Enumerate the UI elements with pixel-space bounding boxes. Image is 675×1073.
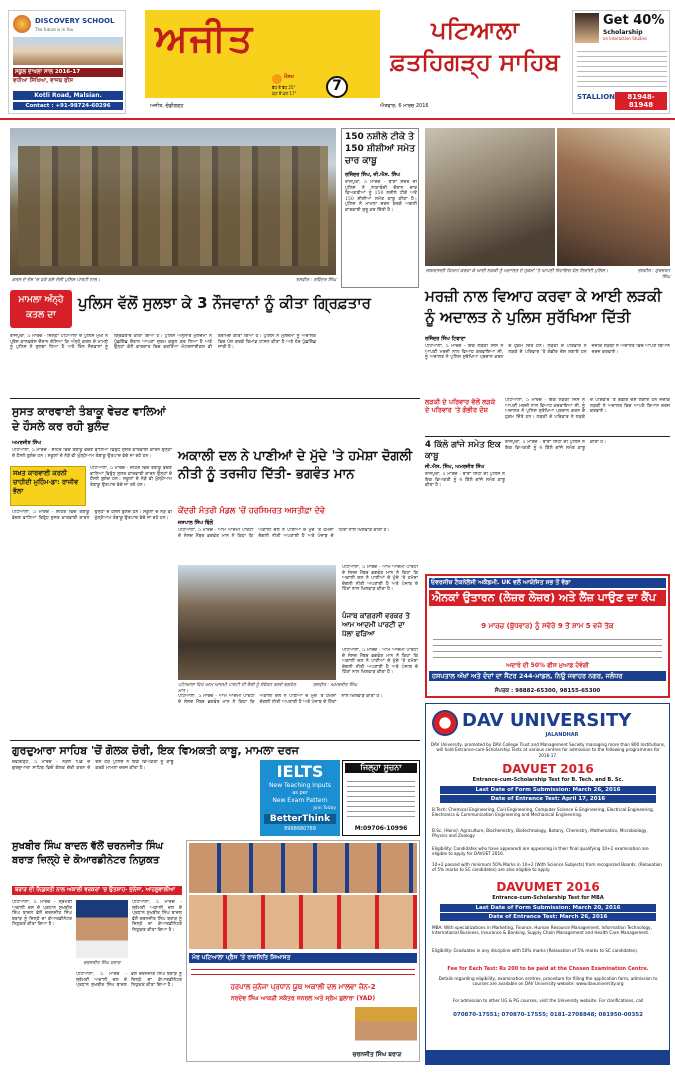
page-number: 7 xyxy=(332,78,342,94)
story4-body: ਪਟਿਆਲਾ, 5 ਮਾਰਚ - ਸ਼ਹਿਰ ਵਿਚ ਤੰਬਾਕੂ ਵੇਚਣ ਵਾਲਿਆਂ ਵਿਰੁੱਧ ਸੁਸਤ ਕਾਰਵਾਈ ਕਾਰਨ ਉਨ੍ਹਾਂ ਦੇ ਹੌਸਲੇ ਬੁਲੰਦ ਹਨ। ਸਕੂਲਾਂ ਦੇ ਨੇੜੇ ਵੀ ਖੁੱਲ੍ਹੇਆਮ ਤੰਬਾਕੂ ਉਤਪਾਦ ਵੇਚੇ ਜਾ ਰਹੇ ਹਨ। xyxy=(12,448,172,459)
dav-contact: For admission to other UG & PG courses, visit the University website. For clarifications, call xyxy=(452,998,644,1003)
story5-caption-credit: ਤਸਵੀਰ : ਅਮਰਜੀਤ ਸਿੰਘ xyxy=(312,683,357,688)
story5-photo xyxy=(178,565,336,680)
davumet-mba: MBA: With specializations in Marketing, Finance, Human Resource Management, Information Technology, International Business, Insurance & Banking, Supply Chain Management and Health Care Management. xyxy=(432,925,652,936)
story8-body-side: ਪਟਿਆਲਾ, 5 ਮਾਰਚ - ਸ਼੍ਰੋਮਣੀ ਅਕਾਲੀ ਦਲ ਦੇ ਪ੍ਰਧਾਨ ਸੁਖਬੀਰ ਸਿੰਘ ਬਾਦਲ ਵੱਲੋਂ ਚਰਨਜੀਤ ਸਿੰਘ ਬਰਾੜ ਨੂੰ ਜ਼ਿਲ੍ਹੇ ਦਾ ਕੋਆਰਡੀਨੇਟਰ ਨਿਯੁਕਤ ਕੀਤਾ ਗਿਆ ਹੈ। xyxy=(132,900,182,933)
story6-byline: ਜੀ.ਐਸ. ਸਿੰਘ, ਅਮਰਜੀਤ ਸਿੰਘ xyxy=(425,464,485,470)
story1-body: ਰਾਜਪੁਰਾ, 5 ਮਾਰਚ - ਜ਼ਿਲ੍ਹਾ ਪਟਿਆਲਾ ਦੇ ਪੁਲਿਸ ਮੁਖੀ ਨੇ ਪ੍ਰੈਸ ਕਾਨਫ਼ਰੰਸ ਦੌਰਾਨ ਦੱਸਿਆ ਕਿ ਅੰਨ੍ਹੇ ਕਤਲ ਦੇ ਮਾਮਲੇ ਨੂੰ ਪੁਲਿਸ ਨੇ ਸੁਲਝਾ ਲਿਆ ਹੈ ਅਤੇ ਤਿੰਨ ਨੌਜਵਾਨਾਂ ਨੂੰ ਗ੍ਰਿਫ਼ਤਾਰ ਕੀਤਾ ਗਿਆ ਹੈ। ਪੁਲਿਸ ਅਨੁਸਾਰ ਮੁਲਜ਼ਮਾਂ ਨੇ ਪੁੱਛਗਿੱਛ ਦੌਰਾਨ ਆਪਣਾ ਜੁਰਮ ਕਬੂਲ ਕਰ ਲਿਆ ਹੈ ਅਤੇ ਉਨ੍ਹਾਂ ਕੋਲੋਂ ਵਾਰਦਾਤ ਵਿਚ ਵਰਤਿਆ ਮੋਟਰਸਾਈਕਲ ਵੀ ਬਰਾਮਦ ਕੀਤਾ ਗਿਆ ਹੈ। ਪੁਲਿਸ ਨੇ ਮੁਲਜ਼ਮਾਂ ਨੂੰ ਅਦਾਲਤ ਵਿਚ ਪੇਸ਼ ਕਰਕੇ ਰਿਮਾਂਡ ਹਾਸਲ ਕੀਤਾ ਹੈ ਅਤੇ ਹੋਰ ਪੁੱਛਗਿੱਛ ਜਾਰੀ ਹੈ। xyxy=(10,334,316,351)
story1-photo xyxy=(10,128,336,275)
ad-right-phone: 81948-81948 xyxy=(615,92,667,110)
story3-photo-right xyxy=(557,128,670,266)
paper-name: ਅਜੀਤ xyxy=(155,16,255,60)
story3-byline: ਰਜਿੰਦਰ ਸਿੰਘ ਟਿਵਾਣਾ xyxy=(425,336,466,342)
police-officers-image xyxy=(18,146,328,266)
notice-text-lines xyxy=(347,777,415,821)
ad-right-offer-sub: Scholarship xyxy=(603,29,643,36)
story1-caption: ਕਤਲ ਦੇ ਦੋਸ਼ 'ਚ ਫੜੇ ਗਏ ਦੋਸ਼ੀ ਪੁਲਿਸ ਪਾਰਟੀ ਨਾਲ। xyxy=(12,278,101,283)
ad-left-brand: DISCOVERY SCHOOL xyxy=(35,17,115,25)
eye-camp-line1: ਓਵਰਸੀਜ਼ ਟੈਕਨੋਲੋਜੀ ਅਕੈਡਮੀ. UK ਵਲੋਂ ਆਯੋਜਿਤ ਸਭ ਤੋਂ ਵੱਡਾ xyxy=(429,578,666,588)
ad-right-offer-sub2: on Interaction Studies xyxy=(603,36,648,41)
divider xyxy=(10,740,420,741)
story3-photo-left xyxy=(425,128,555,266)
story3-caption: ਜ਼ਬਰਦਸਤੀ ਵਿਆਹ ਕਰਵਾ ਕੇ ਆਈ ਲੜਕੀ ਨੂੰ ਅਦਾਲਤ ਦੇ ਹੁਕਮਾਂ 'ਤੇ ਆਪਣੀ ਰਿਹਾਇਸ਼ ਵੱਲ ਲਿਜਾਂਦੀ ਪੁਲਿਸ। xyxy=(426,269,609,274)
dav-logo-icon xyxy=(432,710,458,736)
dav-city: JALANDHAR xyxy=(545,732,579,738)
story3-body-cont: ਪਟਿਆਲਾ, 5 ਮਾਰਚ - ਇਕ ਲੜਕੀ ਜਿਸ ਨੇ ਆਪਣੀ ਮਰਜ਼ੀ ਨਾਲ ਵਿਆਹ ਕਰਵਾਇਆ ਸੀ, ਨੂੰ ਅਦਾਲਤ ਨੇ ਪੁਲਿਸ ਸੁਰੱਖਿਆ ਪ੍ਰਦਾਨ ਕਰਨ ਦੇ ਹੁਕਮ ਦਿੱਤੇ ਹਨ। ਲੜਕੀ ਦੇ ਪਰਿਵਾਰ ਨੇ ਲੜਕੇ ਦੇ ਪਰਿਵਾਰ 'ਤੇ ਗੰਭੀਰ ਦੋਸ਼ ਲਗਾਏ ਹਨ ਜਦਕਿ ਲੜਕੀ ਨੇ ਅਦਾਲਤ ਵਿਚ ਆਪਣੇ ਬਿਆਨ ਦਰਜ ਕਰਵਾਏ। xyxy=(505,398,670,420)
greeting-strap: ਮੋਰ ਪਟਿਆਲਾ ਪ੍ਰੈਸ 'ਤੇ ਰਾਜਨਿਤਿ ਸਿਆਸਤ xyxy=(189,953,417,963)
eye-camp-line5: ਹਸਪਤਾਲ ਅੱਖਾਂ ਅਤੇ ਦੰਦਾਂ ਦਾ ਸੈਂਟਰ 244-ਮਾਡਲ, ਨਿਊ ਜਵਾਹਰ ਨਗਰ, ਜਲੰਧਰ xyxy=(429,671,666,681)
greeting-line2: ਨਰਦੇਵ ਸਿੰਘ ਆਕੜੀ ਸਕੱਤਰ ਜਨਰਲ ਅਤੇ ਸ੍ਰੋਮ ਬੁਲਾਰਾ (YAD) xyxy=(230,995,376,1002)
greeting-portraits-row2 xyxy=(189,895,417,949)
davumet-date2: Date of Entrance Test: March 26, 2016 xyxy=(440,913,656,921)
story8-headline: ਸੁਖਬੀਰ ਸਿੰਘ ਬਾਦਲ ਵੱਲੋਂ ਚਰਨਜੀਤ ਸਿੰਘ ਬਰਾੜ ਜ਼ਿਲ੍ਹੇ ਦੇ ਕੋਆਰਡੀਨੇਟਰ ਨਿਯੁਕਤ xyxy=(12,841,164,866)
story5-body-bottom: ਪਟਿਆਲਾ, 5 ਮਾਰਚ - ਆਮ ਆਦਮੀ ਪਾਰਟੀ ਦੇ ਸੰਸਦ ਮੈਂਬਰ ਭਗਵੰਤ ਮਾਨ ਨੇ ਕਿਹਾ ਕਿ ਅਕਾਲੀ ਦਲ ਨੇ ਪਾਣੀਆਂ ਦੇ ਮੁੱਦੇ 'ਤੇ ਹਮੇਸ਼ਾ ਦੋਗਲੀ ਨੀਤੀ ਅਪਣਾਈ ਹੈ ਅਤੇ ਪੰਜਾਬ ਦੇ ਹਿੱਤਾਂ ਨਾਲ ਖਿਲਵਾੜ ਕੀਤਾ ਹੈ। xyxy=(178,694,383,705)
eye-camp-line4: ਅਦਾਰੇ ਦੀ 50% ਫੀਸ ਮੁਆਫ਼ ਹੋਵੇਗੀ xyxy=(506,662,589,669)
story4-headline: ਸੁਸਤ ਕਾਰਵਾਈ ਤੰਬਾਕੂ ਵੇਚਣ ਵਾਲਿਆਂ ਦੇ ਹੌਸਲੇ ਕਰ ਰਹੀ ਬੁਲੰਦ xyxy=(12,405,166,433)
weather-min: ਘੱਟ ਤੋਂ ਘੱਟ 17° xyxy=(272,91,297,96)
eye-camp-text-lines xyxy=(433,634,662,660)
story8-portrait xyxy=(76,900,128,958)
story6-body: ਰਾਜਪੁਰਾ, 5 ਮਾਰਚ - ਥਾਣਾ ਸਿਟੀ ਦੀ ਪੁਲਿਸ ਨੇ ਇਕ ਵਿਅਕਤੀ ਨੂੰ 4 ਕਿੱਲੋ ਗਾਂਜੇ ਸਮੇਤ ਕਾਬੂ ਕੀਤਾ ਹੈ। xyxy=(425,472,505,489)
story5-byline: ਜਸਪਾਲ ਸਿੰਘ ਢਿੱਲੋਂ xyxy=(178,520,214,526)
ad-dav-university[interactable] xyxy=(425,703,670,1065)
story2-body: ਰਾਜਪੁਰਾ, 5 ਮਾਰਚ - ਥਾਣਾ ਸਦਰ ਦੀ ਪੁਲਿਸ ਨੇ ਨਾਕਾਬੰਦੀ ਦੌਰਾਨ ਚਾਰ ਵਿਅਕਤੀਆਂ ਨੂੰ 150 ਨਸ਼ੀਲੇ ਟੀਕੇ ਅਤੇ 150 ਸ਼ੀਸ਼ੀਆਂ ਸਮੇਤ ਕਾਬੂ ਕੀਤਾ ਹੈ। ਪੁਲਿਸ ਨੇ ਮਾਮਲਾ ਦਰਜ ਕਰਕੇ ਅਗਲੀ ਕਾਰਵਾਈ ਸ਼ੁਰੂ ਕਰ ਦਿੱਤੀ ਹੈ। xyxy=(345,180,417,213)
date-line: ਐਤਵਾਰ, 6 ਮਾਰਚ 2016 xyxy=(380,103,429,109)
school-logo-icon xyxy=(13,15,31,33)
davuet-title: DAVUET 2016 xyxy=(502,762,594,776)
davumet-title: DAVUMET 2016 xyxy=(496,880,600,894)
davuet-bsc: B.Sc. (Hons): Agriculture, Biochemistry, Biotechnology, Botany, Chemistry, Mathematics, Microbiology, Physics and Zoology xyxy=(432,828,648,839)
ielts-line3: New Exam Pattern xyxy=(272,797,328,804)
weather-box xyxy=(270,72,320,98)
story3-headline: ਮਰਜ਼ੀ ਨਾਲ ਵਿਆਹ ਕਰਵਾ ਕੇ ਆਈ ਲੜਕੀ ਨੂੰ ਅਦਾਲਤ ਨੇ ਪੁਲਿਸ ਸੁਰੱਖਿਆ ਦਿੱਤੀ xyxy=(425,287,662,326)
story8-caption: ਚਰਨਜੀਤ ਸਿੰਘ ਬਰਾੜ xyxy=(83,961,121,966)
ad-right-brand: STALLION xyxy=(577,93,616,101)
ad-left-admission: ਸਕੂਲ ਦਾਖਲਾ ਸਾਲ 2016-17 xyxy=(13,68,123,77)
story6-body-cont: ਰਾਜਪੁਰਾ, 5 ਮਾਰਚ - ਥਾਣਾ ਸਿਟੀ ਦੀ ਪੁਲਿਸ ਨੇ ਇਕ ਵਿਅਕਤੀ ਨੂੰ 4 ਕਿੱਲੋ ਗਾਂਜੇ ਸਮੇਤ ਕਾਬੂ ਕੀਤਾ ਹੈ। xyxy=(505,440,607,451)
ielts-brand: BetterThink xyxy=(264,814,336,824)
davumet-sub: Entrance-cum-Scholarship Test for MBA xyxy=(492,895,604,901)
davuet-btech: B.Tech: Chemical Engineering, Civil Engineering, Computer Science & Engineering, Electrical Engineering, Electronics & Communication Engineering and Mechanical Engineering. xyxy=(432,807,655,818)
ad-eye-camp[interactable] xyxy=(425,574,670,698)
sun-icon xyxy=(272,74,282,84)
davuet-date2: Date of Entrance Test: April 17, 2016 xyxy=(440,795,656,803)
story1-headline: ਪੁਲਿਸ ਵੱਲੋਂ ਸੁਲਝਾ ਕੇ 3 ਨੌਜਵਾਨਾਂ ਨੂੰ ਕੀਤਾ ਗ੍ਰਿਫ਼ਤਾਰ xyxy=(78,294,371,312)
weather-max: ਵੱਧ ਤੋਂ ਵੱਧ 25° xyxy=(272,85,296,90)
ad-left-sub: ਵਧੀਆ ਸਿੱਖਿਆ, ਵਾਜਬ ਫੀਸ xyxy=(13,78,74,84)
weather-label: ਮੌਸਮ xyxy=(284,74,294,80)
greeting-main-portrait xyxy=(355,1007,417,1049)
ad-right-text-lines xyxy=(577,47,667,87)
davuet-elig2: 10+2 passed with minimum 50% Marks in 10+2 (With Science Subjects) from recognized Boards. (Relaxation of 5% marks to SC candidates) are also eligible to apply. xyxy=(432,862,662,873)
divider xyxy=(425,436,670,437)
greeting-line1: ਹਰਪਾਲ ਜੁਨੇਜਾ ਪ੍ਰਧਾਨ ਯੂਥ ਅਕਾਲੀ ਦਲ ਮਾਲਵਾ ਜ਼ੋਨ-2 xyxy=(230,983,376,991)
dav-fee: Fee for Each Test: Rs 200 to be paid at the Chosen Examination Centre. xyxy=(447,966,649,972)
place-line: ਅਜੀਤ, ਚੰਡੀਗੜ੍ਹ xyxy=(150,103,184,109)
story5-headline: ਅਕਾਲੀ ਦਲ ਨੇ ਪਾਣੀਆਂ ਦੇ ਮੁੱਦੇ 'ਤੇ ਹਮੇਸ਼ਾ ਦੋਗਲੀ ਨੀਤੀ ਨੂੰ ਤਰਜੀਹ ਦਿੱਤੀ- ਭਗਵੰਤ ਮਾਨ xyxy=(178,449,413,482)
story5-body: ਪਟਿਆਲਾ, 5 ਮਾਰਚ - ਆਮ ਆਦਮੀ ਪਾਰਟੀ ਦੇ ਸੰਸਦ ਮੈਂਬਰ ਭਗਵੰਤ ਮਾਨ ਨੇ ਕਿਹਾ ਕਿ ਅਕਾਲੀ ਦਲ ਨੇ ਪਾਣੀਆਂ ਦੇ ਮੁੱਦੇ 'ਤੇ ਹਮੇਸ਼ਾ ਦੋਗਲੀ ਨੀਤੀ ਅਪਣਾਈ ਹੈ ਅਤੇ ਪੰਜਾਬ ਦੇ ਹਿੱਤਾਂ ਨਾਲ ਖਿਲਵਾੜ ਕੀਤਾ ਹੈ। xyxy=(178,528,390,539)
ad-left-address: Kotli Road, Malsian. xyxy=(13,91,123,100)
masthead-ad-left[interactable] xyxy=(8,10,126,114)
davuet-elig1: Eligibility: Candidates who have appeared/ are appearing in their final qualifying 10+2 examination are eligible to apply for DAVUET 2016. xyxy=(432,846,649,857)
ielts-join: Join Today xyxy=(313,806,336,811)
dav-details: Details regarding eligibility, examination centres, procedure for filling the application form, admission to courses are available on DAV University website: www.davuniversity.org xyxy=(438,976,658,987)
ielts-line1: New Teaching Inputs xyxy=(269,782,331,789)
davumet-elig: Eligibility: Graduates in any discipline with 50% marks (Relaxation of 5% marks to SC candidates). xyxy=(432,948,639,953)
notice-title: ਜਿਲ੍ਹਾ ਸੂਚਨਾ xyxy=(345,763,417,773)
edition-title: ਪਟਿਆਲਾ ਫ਼ਤਹਿਗੜ੍ਹ ਸਾਹਿਬ xyxy=(390,16,560,76)
ad-ielts[interactable] xyxy=(260,760,340,836)
story8-body: ਪਟਿਆਲਾ, 5 ਮਾਰਚ - ਸ਼੍ਰੋਮਣੀ ਅਕਾਲੀ ਦਲ ਦੇ ਪ੍ਰਧਾਨ ਸੁਖਬੀਰ ਸਿੰਘ ਬਾਦਲ ਵੱਲੋਂ ਚਰਨਜੀਤ ਸਿੰਘ ਬਰਾੜ ਨੂੰ ਜ਼ਿਲ੍ਹੇ ਦਾ ਕੋਆਰਡੀਨੇਟਰ ਨਿਯੁਕਤ ਕੀਤਾ ਗਿਆ ਹੈ। xyxy=(12,900,72,928)
eye-camp-line2: ਐਨਕਾਂ ਉਤਾਰਨ (ਲੇਜ਼ਰ ਲੇਜ਼ਰ) ਅਤੇ ਲੈਂਜ਼ ਪਾਉਣ ਦਾ ਕੈਂਪ xyxy=(429,590,666,606)
story5-caption: ਪਟਿਆਲਾ ਵਿਖੇ ਆਮ ਆਦਮੀ ਪਾਰਟੀ ਦੀ ਰੈਲੀ ਨੂੰ ਸੰਬੋਧਨ ਕਰਦੇ ਭਗਵੰਤ ਮਾਨ। xyxy=(178,683,296,694)
ad-right-person-image xyxy=(575,13,599,43)
masthead xyxy=(0,0,675,120)
ad-left-tagline: The future is in You xyxy=(35,27,74,32)
dav-phones: 070870-17551; 070870-17555; 0181-2708848; 081950-00352 xyxy=(453,1012,643,1018)
greeting-portraits-row1 xyxy=(189,843,417,893)
ielts-phone: 8968680789 xyxy=(284,826,316,832)
story2-byline: ਰਜਿੰਦਰ ਸਿੰਘ, ਜੀ.ਐਸ. ਸਿੰਘ xyxy=(345,172,401,178)
story4-body-cont: ਪਟਿਆਲਾ, 5 ਮਾਰਚ - ਸ਼ਹਿਰ ਵਿਚ ਤੰਬਾਕੂ ਵੇਚਣ ਵਾਲਿਆਂ ਵਿਰੁੱਧ ਸੁਸਤ ਕਾਰਵਾਈ ਕਾਰਨ ਉਨ੍ਹਾਂ ਦੇ ਹੌਸਲੇ ਬੁਲੰਦ ਹਨ। ਸਕੂਲਾਂ ਦੇ ਨੇੜੇ ਵੀ ਖੁੱਲ੍ਹੇਆਮ ਤੰਬਾਕੂ ਉਤਪਾਦ ਵੇਚੇ ਜਾ ਰਹੇ ਹਨ। xyxy=(90,466,172,488)
story1-kicker: ਮਾਮਲਾ ਅੰਨ੍ਹੇ ਕਤਲ ਦਾ xyxy=(18,295,64,320)
story6-headline: 4 ਕਿੱਲੋ ਗਾਂਜੇ ਸਮੇਤ ਇਕ ਕਾਬੂ xyxy=(425,440,501,461)
ielts-title: IELTS xyxy=(276,762,324,781)
ad-notice[interactable] xyxy=(342,760,420,836)
story2-headline: 150 ਨਸ਼ੀਲੇ ਟੀਕੇ ਤੇ 150 ਸ਼ੀਸ਼ੀਆਂ ਸਮੇਤ ਚਾਰ ਕਾਬੂ xyxy=(345,132,415,166)
ielts-line2: as per xyxy=(292,790,308,796)
eye-camp-phone: ਸੰਪਰਕ : 98882-65300, 98155-65300 xyxy=(494,688,601,694)
story5-body-side: ਪਟਿਆਲਾ, 5 ਮਾਰਚ - ਆਮ ਆਦਮੀ ਪਾਰਟੀ ਦੇ ਸੰਸਦ ਮੈਂਬਰ ਭਗਵੰਤ ਮਾਨ ਨੇ ਕਿਹਾ ਕਿ ਅਕਾਲੀ ਦਲ ਨੇ ਪਾਣੀਆਂ ਦੇ ਮੁੱਦੇ 'ਤੇ ਹਮੇਸ਼ਾ ਦੋਗਲੀ ਨੀਤੀ ਅਪਣਾਈ ਹੈ ਅਤੇ ਪੰਜਾਬ ਦੇ ਹਿੱਤਾਂ ਨਾਲ ਖਿਲਵਾੜ ਕੀਤਾ ਹੈ। xyxy=(342,565,418,593)
greeting-text-lines xyxy=(191,965,415,979)
greeting-sign: ਚਰਨਜੀਤ ਸਿੰਘ ਬਰਾੜ xyxy=(352,1051,402,1058)
story5-subhead: ਕੇਂਦਰੀ ਮੰਤਰੀ ਮੰਡਲ 'ਚੋਂ ਹਰਸਿਮਰਤ ਅਸਤੀਫ਼ਾ ਦੇਵੇ xyxy=(178,506,325,515)
masthead-ad-right[interactable] xyxy=(572,10,670,114)
story4-pullquote: ਸਖ਼ਤ ਕਾਰਵਾਈ ਕਰਨੀ ਚਾਹੀਦੀ ਮੁਹਿੰਮ-ਡਾ: ਰਾਜੀਵ ਭੱਲਾ xyxy=(13,469,79,495)
story1-caption-credit: ਤਸਵੀਰ : ਰਵਿੰਦਰ ਸਿੰਘ xyxy=(295,278,336,283)
school-building-image xyxy=(13,37,123,65)
story3-caption-credit: ਤਸਵੀਰ : ਗੁਰਚਰਨ ਸਿੰਘ xyxy=(637,269,670,280)
story5-body-side2: ਪਟਿਆਲਾ, 5 ਮਾਰਚ - ਆਮ ਆਦਮੀ ਪਾਰਟੀ ਦੇ ਸੰਸਦ ਮੈਂਬਰ ਭਗਵੰਤ ਮਾਨ ਨੇ ਕਿਹਾ ਕਿ ਅਕਾਲੀ ਦਲ ਨੇ ਪਾਣੀਆਂ ਦੇ ਮੁੱਦੇ 'ਤੇ ਹਮੇਸ਼ਾ ਦੋਗਲੀ ਨੀਤੀ ਅਪਣਾਈ ਹੈ ਅਤੇ ਪੰਜਾਬ ਦੇ ਹਿੱਤਾਂ ਨਾਲ ਖਿਲਵਾੜ ਕੀਤਾ ਹੈ। xyxy=(342,648,418,676)
story3-body: ਪਟਿਆਲਾ, 5 ਮਾਰਚ - ਇਕ ਲੜਕੀ ਜਿਸ ਨੇ ਆਪਣੀ ਮਰਜ਼ੀ ਨਾਲ ਵਿਆਹ ਕਰਵਾਇਆ ਸੀ, ਨੂੰ ਅਦਾਲਤ ਨੇ ਪੁਲਿਸ ਸੁਰੱਖਿਆ ਪ੍ਰਦਾਨ ਕਰਨ ਦੇ ਹੁਕਮ ਦਿੱਤੇ ਹਨ। ਲੜਕੀ ਦੇ ਪਰਿਵਾਰ ਨੇ ਲੜਕੇ ਦੇ ਪਰਿਵਾਰ 'ਤੇ ਗੰਭੀਰ ਦੋਸ਼ ਲਗਾਏ ਹਨ ਜਦਕਿ ਲੜਕੀ ਨੇ ਅਦਾਲਤ ਵਿਚ ਆਪਣੇ ਬਿਆਨ ਦਰਜ ਕਰਵਾਏ। xyxy=(425,344,670,361)
dav-name: DAV UNIVERSITY xyxy=(462,710,632,731)
divider xyxy=(10,398,420,399)
ad-left-contact: Contact : +91-98724-60296 xyxy=(13,102,123,110)
story4-body-lower: ਪਟਿਆਲਾ, 5 ਮਾਰਚ - ਸ਼ਹਿਰ ਵਿਚ ਤੰਬਾਕੂ ਵੇਚਣ ਵਾਲਿਆਂ ਵਿਰੁੱਧ ਸੁਸਤ ਕਾਰਵਾਈ ਕਾਰਨ ਉਨ੍ਹਾਂ ਦੇ ਹੌਸਲੇ ਬੁਲੰਦ ਹਨ। ਸਕੂਲਾਂ ਦੇ ਨੇੜੇ ਵੀ ਖੁੱਲ੍ਹੇਆਮ ਤੰਬਾਕੂ ਉਤਪਾਦ ਵੇਚੇ ਜਾ ਰਹੇ ਹਨ। xyxy=(12,510,172,521)
davuet-sub: Entrance-cum-Scholarship Test for B. Tech. and B. Sc. xyxy=(472,777,624,783)
story4-byline: ਅਮਰਜੀਤ ਸਿੰਘ xyxy=(12,440,42,446)
story7-headline: ਗੁਰਦੁਆਰਾ ਸਾਹਿਬ 'ਚੋਂ ਗੋਲਕ ਚੋਰੀ, ਇਕ ਵਿਅਕਤੀ ਕਾਬੂ, ਮਾਮਲਾ ਦਰਜ xyxy=(12,744,299,757)
story8-body-cont: ਪਟਿਆਲਾ, 5 ਮਾਰਚ - ਸ਼੍ਰੋਮਣੀ ਅਕਾਲੀ ਦਲ ਦੇ ਪ੍ਰਧਾਨ ਸੁਖਬੀਰ ਸਿੰਘ ਬਾਦਲ ਵੱਲੋਂ ਚਰਨਜੀਤ ਸਿੰਘ ਬਰਾੜ ਨੂੰ ਜ਼ਿਲ੍ਹੇ ਦਾ ਕੋਆਰਡੀਨੇਟਰ ਨਿਯੁਕਤ ਕੀਤਾ ਗਿਆ ਹੈ। xyxy=(76,972,182,989)
dav-bottom-bar xyxy=(426,1050,669,1064)
ad-greeting[interactable] xyxy=(186,840,420,1062)
ad-right-offer: Get 40% xyxy=(603,13,665,28)
story3-subhead: ਲੜਕੀ ਦੇ ਪਰਿਵਾਰ ਵੱਲੋਂ ਲੜਕੇ ਦੇ ਪਰਿਵਾਰ 'ਤੇ ਗੰਭੀਰ ਦੋਸ਼ xyxy=(425,398,496,414)
story5-side-head: ਪੰਜਾਬ ਕਾਂਗਰਸੀ ਵਰਕਰ ਤੇ ਆਮ ਆਦਮੀ ਪਾਰਟੀ ਦਾ ਪੱਲਾ ਫੜਿਆ xyxy=(342,612,410,638)
davuet-date1: Last Date of Form Submission: March 26, 2016 xyxy=(440,786,656,794)
eye-camp-line3: 9 ਮਾਰਚ (ਬੁੱਧਵਾਰ) ਨੂੰ ਸਵੇਰੇ 9 ਤੋਂ ਸ਼ਾਮ 5 ਵਜੇ ਤੱਕ xyxy=(481,622,614,630)
davumet-date1: Last Date of Form Submission: March 20, 2016 xyxy=(440,904,656,912)
dav-intro: DAV University, promoted by DAV College Trust and Management Society managing more than 800 Institutions, will hold Entrance-cum-Scholarship Tests at various centres for admission to the following programmes for 2016-17. xyxy=(430,742,666,758)
story7-body: ਦੇਵੀਗੜ੍ਹ, 5 ਮਾਰਚ - ਨੇੜਲੇ ਪਿੰਡ ਦੇ ਗੁਰਦੁਆਰਾ ਸਾਹਿਬ ਵਿਚੋਂ ਗੋਲਕ ਚੋਰੀ ਕਰਨ ਦੇ ਦੋਸ਼ ਹੇਠ ਪੁਲਿਸ ਨੇ ਇਕ ਵਿਅਕਤੀ ਨੂੰ ਕਾਬੂ ਕਰਕੇ ਮਾਮਲਾ ਦਰਜ ਕੀਤਾ ਹੈ। xyxy=(12,760,174,771)
story8-strap: ਬਰਾੜ ਦੀ ਨਿਯੁਕਤੀ ਨਾਲ ਅਕਾਲੀ ਵਰਕਰਾਂ 'ਚ ਉਤਸ਼ਾਹ- ਜੁਨੇਜਾ, ਆਹਲੂਵਾਲੀਆ xyxy=(12,886,182,895)
notice-phone: M:09706-10996 xyxy=(354,825,408,832)
